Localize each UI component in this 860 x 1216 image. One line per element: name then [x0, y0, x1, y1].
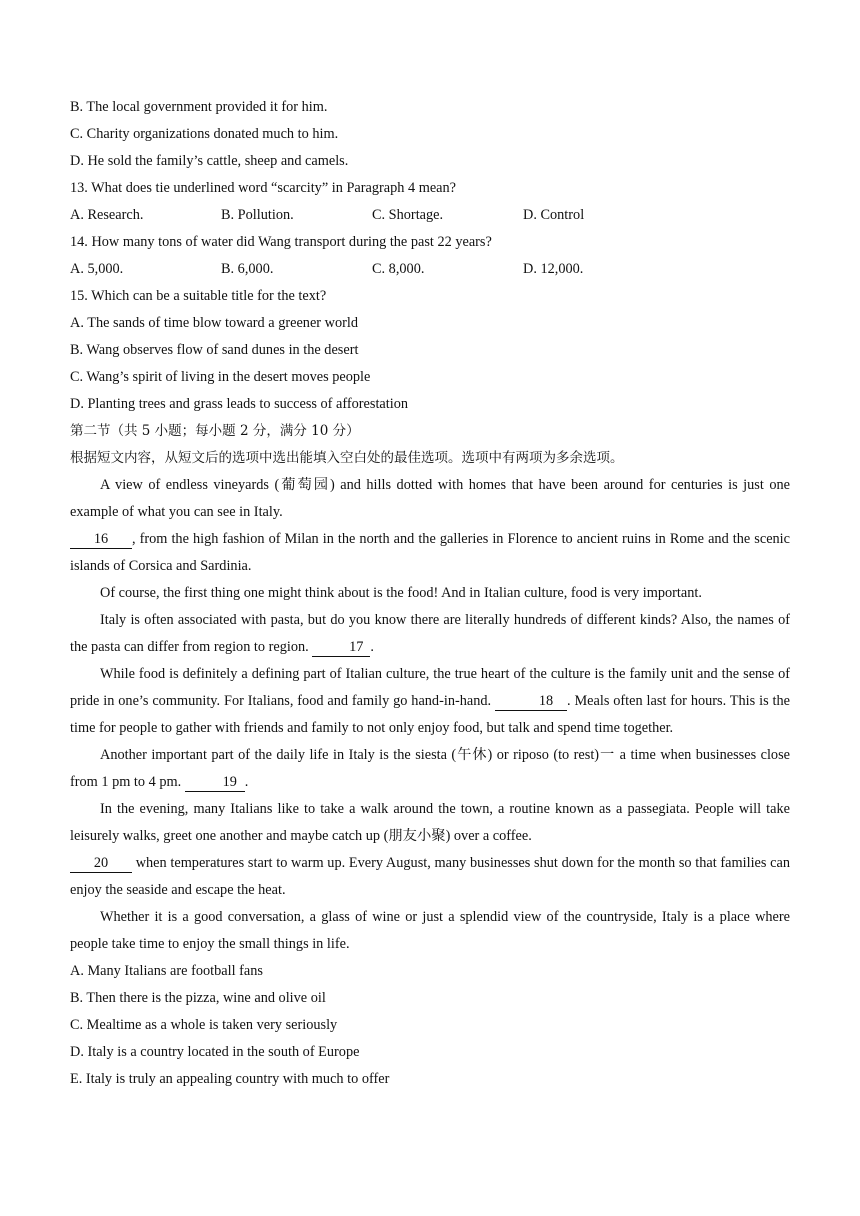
passage-paragraph-7: In the evening, many Italians like to take a walk around the town, a routine known as a passegiata. People will take leisurely walks, greet one another and maybe catch up (朋友小聚) over a coffee. [70, 801, 790, 844]
passage-paragraph-9: Whether it is a good conversation, a glass of wine or just a splendid view of the countryside, Italy is a place where people take time to enjoy the small things in life. [70, 909, 790, 952]
q14-options [70, 256, 790, 283]
answer-option-e: E. Italy is truly an appealing country with much to offer [70, 1071, 390, 1087]
paragraph-2-text: , from the high fashion of Milan in the north and the galleries in Florence to ancient ruins in Rome and the scenic islands of Corsica and Sardinia. [70, 531, 790, 574]
q14-option-c: C. 8,000. [372, 261, 425, 277]
q12-option-d: D. He sold the family’s cattle, sheep and camels. [70, 153, 349, 169]
blank-16: 16 [70, 530, 132, 549]
paragraph-4-text: Italy is often associated with pasta, but do you know there are literally hundreds of different kinds? Also, the names of the pasta can differ from region to region. [70, 612, 790, 655]
q14-stem: 14. How many tons of water did Wang transport during the past 22 years? [70, 234, 492, 250]
paragraph-6-text: Another important part of the daily life in Italy is the siesta (午休) or riposo (to rest)一 a time when businesses close from 1 pm to 4 pm. [70, 747, 790, 790]
passage-paragraph-2 [70, 526, 790, 580]
passage-paragraph-5 [70, 661, 790, 742]
q13-options [70, 202, 790, 229]
blank-20: 20 [70, 854, 132, 873]
exam-page [70, 94, 790, 1093]
passage-paragraph-8 [70, 850, 790, 904]
answer-option-a: A. Many Italians are football fans [70, 963, 263, 979]
q15-stem: 15. Which can be a suitable title for the text? [70, 288, 327, 304]
answer-option-c: C. Mealtime as a whole is taken very seriously [70, 1017, 338, 1033]
q13-option-c: C. Shortage. [372, 207, 444, 223]
q13-option-d: D. Control [523, 207, 585, 223]
passage-paragraph-4: Italy is often associated with pasta, but do you know there are literally hundreds of different kinds? Also, the names of the pasta can differ from region to region. 17 . [70, 612, 790, 655]
q15-option-c: C. Wang’s spirit of living in the desert moves people [70, 369, 371, 385]
q12-option-b: B. The local government provided it for him. [70, 99, 328, 115]
q13-option-a: A. Research. [70, 207, 144, 223]
q14-option-d: D. 12,000. [523, 261, 584, 277]
passage-paragraph-1: A view of endless vineyards (葡萄园) and hills dotted with homes that have been around for centuries is just one example of what you can see in Italy. [70, 477, 790, 520]
paragraph-5-text: While food is definitely a defining part of Italian culture, the true heart of the culture is the family unit and the sense of pride in one’s community. For Italians, food and family go hand-in-hand. [70, 666, 790, 709]
passage-paragraph-3: Of course, the first thing one might think about is the food! And in Italian culture, food is very important. [100, 585, 702, 601]
q15-option-d: D. Planting trees and grass leads to success of afforestation [70, 396, 409, 412]
q12-option-c: C. Charity organizations donated much to him. [70, 126, 339, 142]
q13-option-b: B. Pollution. [221, 207, 294, 223]
blank-17: 17 [312, 638, 370, 657]
q14-option-b: B. 6,000. [221, 261, 274, 277]
answer-option-d: D. Italy is a country located in the south of Europe [70, 1044, 360, 1060]
answer-option-b: B. Then there is the pizza, wine and olive oil [70, 990, 326, 1006]
section-heading: 第二节（共 5 小题；每小题 2 分，满分 10 分） [70, 423, 360, 439]
blank-18: 18 [495, 692, 567, 711]
q13-stem: 13. What does tie underlined word “scarcity” in Paragraph 4 mean? [70, 180, 457, 196]
q15-option-b: B. Wang observes flow of sand dunes in the desert [70, 342, 359, 358]
section-instruction: 根据短文内容，从短文后的选项中选出能填入空白处的最佳选项。选项中有两项为多余选项。 [70, 450, 624, 466]
paragraph-8-text: when temperatures start to warm up. Every August, many businesses shut down for the month so that families can enjoy the seaside and escape the heat. [70, 855, 790, 898]
passage-paragraph-6: Another important part of the daily life in Italy is the siesta (午休) or riposo (to rest)一 a time when businesses close from 1 pm to 4 pm. 19 . [70, 747, 790, 790]
paragraph-5-after: . Meals often last for hours. This is the time for people to gather with friends and family to not only enjoy food, but talk and spend time together. [70, 693, 790, 736]
q14-option-a: A. 5,000. [70, 261, 124, 277]
blank-19: 19 [185, 773, 245, 792]
q15-option-a: A. The sands of time blow toward a greener world [70, 315, 358, 331]
